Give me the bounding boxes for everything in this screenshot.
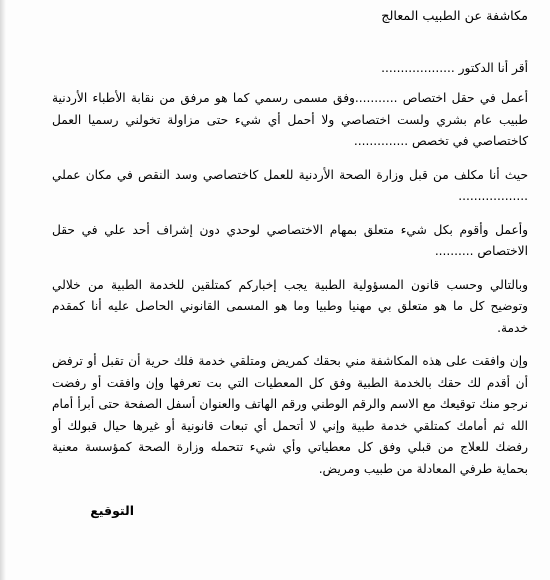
paragraph-ministry-assignment: حيث أنا مكلف من قبل وزارة الصحة الأردنية للعمل كاختصاصي وسد النقص في مكان عملي .................. — [52, 167, 528, 203]
signature-label: التوقيع — [90, 503, 134, 518]
paragraph-doctor-declaration: أقر أنا الدكتور ................... — [381, 60, 528, 75]
paragraph-no-supervision: وأعمل وأقوم بكل شيء متعلق بمهام الاختصاصي لوحدي دون إشراف أحد علي في حقل الاختصاص .......... — [52, 222, 528, 258]
paragraph-consent: وإن وافقت على هذه المكاشفة مني بحقك كمريض ومتلقي خدمة فلك حرية أن تقبل أو ترفض أن أقدم لك حقك بالخدمة الطبية وفق كل المعطيات التي بت تعرفها وإن وافقت أو رفضت نرجو منك توقيعك مع الاسم والرقم الوطني ورقم الهاتف والعنوان أسفل الصفحة حتى أبرأ أمام الله ثم أمامك كمتلقي خدمة طبية وإني لا أتحمل أي تبعات قانونية أو غيرها حيال قبولك أو رفضك للعلاج من قبلي وفق كل معطياتي وأي شيء تتحمله وزارة الصحة كمؤسسة معنية بحماية طرفي المعادلة من طبيب ومريض. — [52, 354, 528, 476]
paragraph-medical-liability: وبالتالي وحسب قانون المسؤولية الطبية يجب إخباركم كمتلقين للخدمة الطبية من خلالي وتوضيح كل ما هو متعلق بي مهنيا وطبيا وما هو المسمى القانوني الحاصل عليه أنا كمقدم خدمة. — [52, 277, 528, 335]
paragraph-specialty: أعمل في حقل اختصاص ...........وفق مسمى رسمي كما هو مرفق من نقابة الأطباء الأردنية طبيب عام بشري ولست اختصاصي ولا أحمل أي شيء حتى مزاولة تخولني رسميا العمل كاختصاصي في تخصص .............. — [52, 91, 528, 148]
page-edge-shadow — [0, 0, 6, 580]
document-body — [52, 6, 528, 522]
document-title: مكاشفة عن الطبيب المعالج — [381, 9, 528, 24]
